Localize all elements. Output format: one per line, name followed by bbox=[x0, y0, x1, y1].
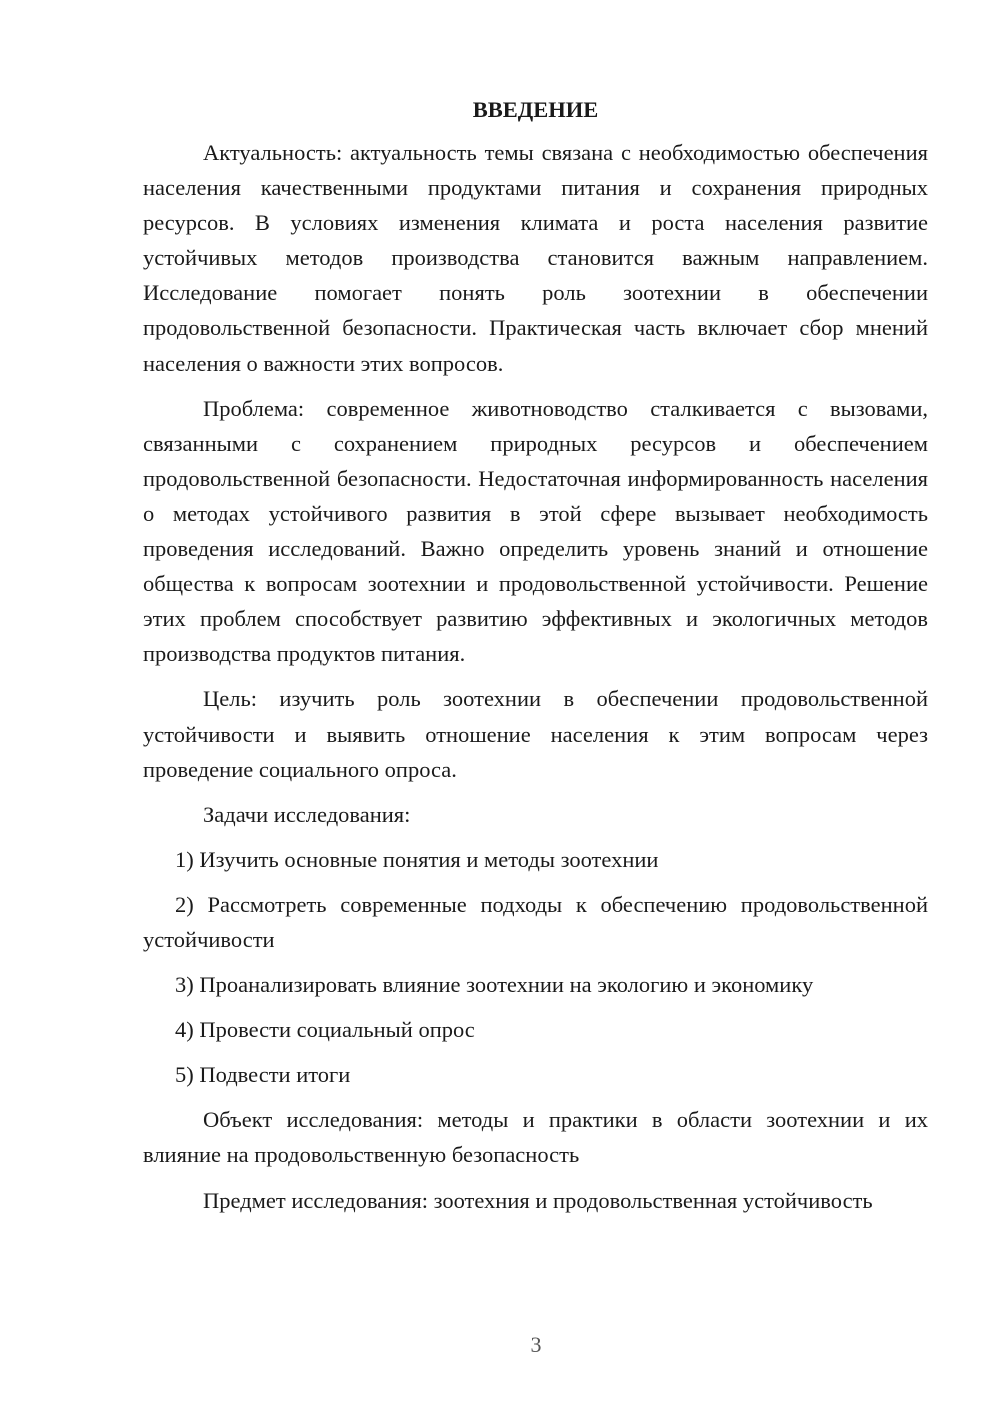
task-item: 1) Изучить основные понятия и методы зоотехнии bbox=[175, 846, 659, 872]
page-content bbox=[143, 92, 928, 1218]
task-item: 5) Подвести итоги bbox=[175, 1062, 351, 1088]
task-item: 2) Рассмотреть современные подходы к обеспечению продовольственной устойчивости bbox=[143, 891, 928, 952]
paragraph-object: Объект исследования: методы и практики в области зоотехнии и их влияние на продовольственную безопасность bbox=[143, 1107, 928, 1168]
paragraph-goal: Цель: изучить роль зоотехнии в обеспечении продовольственной устойчивости и выявить отношение населения к этим вопросам через проведение социального опроса. bbox=[143, 686, 928, 782]
task-item: 4) Провести социальный опрос bbox=[175, 1017, 475, 1043]
tasks-heading: Задачи исследования: bbox=[203, 801, 411, 827]
paragraph-subject: Предмет исследования: зоотехния и продовольственная устойчивость bbox=[203, 1187, 873, 1213]
section-title: ВВЕДЕНИЕ bbox=[472, 97, 599, 122]
page-number: 3 bbox=[530, 1332, 542, 1357]
task-item: 3) Проанализировать влияние зоотехнии на экологию и экономику bbox=[175, 972, 814, 998]
paragraph-problem: Проблема: современное животноводство сталкивается с вызовами, связанными с сохранением природных ресурсов и обеспечением продовольственной безопасности. Недостаточная информированность населения о методах устойчивого развития в этой сфере вызывает необходимость проведения исследований. Важно определить уровень знаний и отношение общества к вопросам зоотехнии и продовольственной устойчивости. Решение этих проблем способствует развитию эффективных и экологичных методов производства продуктов питания. bbox=[143, 395, 928, 667]
paragraph-relevance: Актуальность: актуальность темы связана с необходимостью обеспечения населения качественными продуктами питания и сохранения природных ресурсов. В условиях изменения климата и роста населения развитие устойчивых методов производства становится важным направлением. Исследование помогает понять роль зоотехнии в обеспечении продовольственной безопасности. Практическая часть включает сбор мнений населения о важности этих вопросов. bbox=[143, 140, 928, 376]
